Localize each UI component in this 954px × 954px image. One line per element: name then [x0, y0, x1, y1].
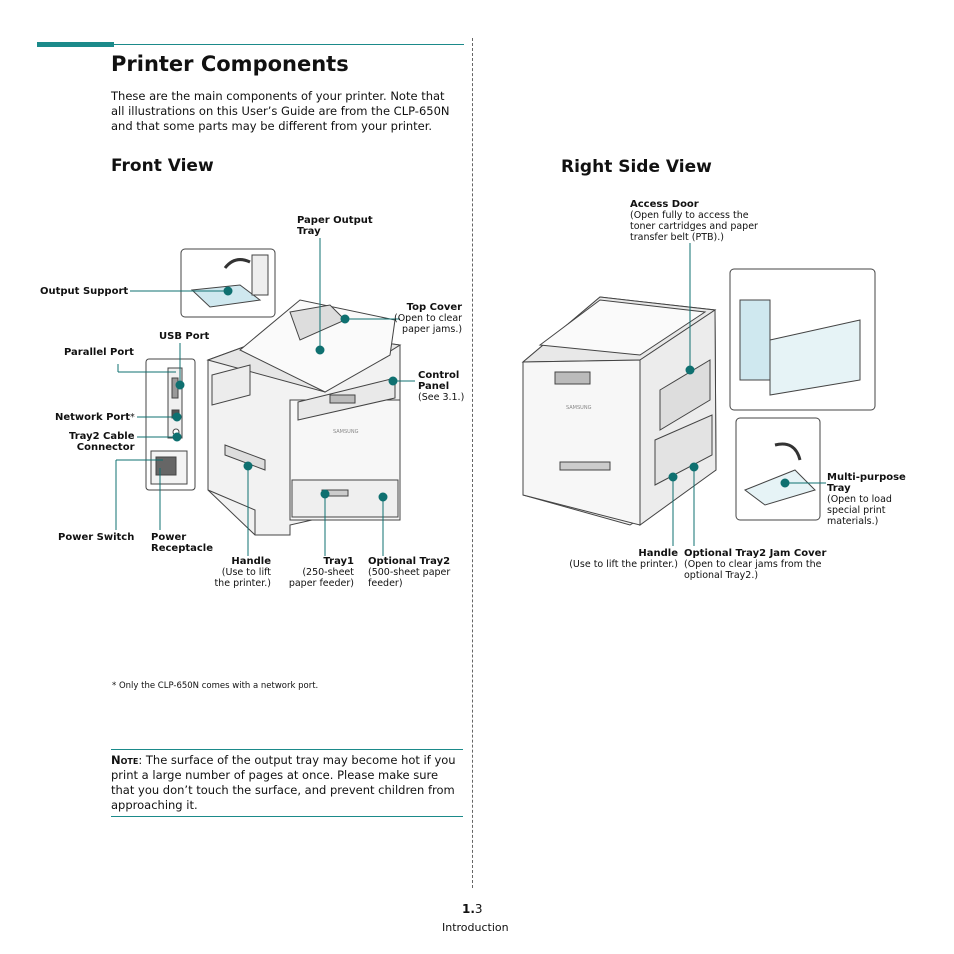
front-view-heading: Front View [111, 156, 214, 176]
front-printer-illustration [208, 300, 400, 535]
right-handle-label: Handle (Use to lift the printer.) [569, 548, 678, 570]
footnote: * Only the CLP-650N comes with a network port. [112, 681, 319, 691]
ptb-inset [730, 269, 875, 410]
power-receptacle-label: Power Receptacle [151, 532, 214, 554]
jam-cover-label: Optional Tray2 Jam Cover (Open to clear jams from the optional Tray2.) [684, 548, 827, 581]
output-support-label: Output Support [40, 286, 129, 297]
network-port-label: Network Port* [55, 412, 135, 423]
optional-tray2-label: Optional Tray2 (500-sheet paper feeder) [368, 556, 451, 589]
note-box [111, 749, 463, 817]
right-printer-illustration [523, 297, 716, 525]
output-support-inset [181, 249, 275, 317]
usb-port-label: USB Port [159, 331, 210, 342]
rear-ports-inset [146, 359, 195, 490]
front-handle-label: Handle (Use to lift the printer.) [214, 556, 271, 589]
top-cover-label: Top Cover (Open to clear paper jams.) [394, 302, 463, 335]
control-panel-label: Control Panel (See 3.1.) [418, 370, 465, 403]
intro-paragraph: These are the main components of your printer. Note that all illustrations on this User’s Guide are from the CLP-650N and that some parts may be different from your printer. [111, 89, 450, 133]
page-footer: Introduction [442, 921, 509, 934]
power-switch-label: Power Switch [58, 532, 135, 543]
front-brand-logo: SAMSUNG [333, 429, 359, 435]
multi-purpose-tray-inset [736, 418, 820, 520]
note-label: Note [111, 753, 139, 767]
parallel-port-label: Parallel Port [64, 347, 134, 358]
tray2-cable-connector-label: Tray2 Cable Connector [69, 431, 135, 453]
page-number: 1.3 [462, 902, 483, 916]
page-title: Printer Components [111, 52, 349, 76]
right-side-view-heading: Right Side View [561, 157, 712, 177]
paper-output-tray-label: Paper Output Tray [297, 215, 373, 237]
access-door-label: Access Door (Open fully to access the toner cartridges and paper transfer belt (PTB).) [630, 199, 758, 243]
tray1-label: Tray1 (250-sheet paper feeder) [288, 556, 354, 589]
right-brand-logo: SAMSUNG [566, 405, 592, 411]
note-text: : The surface of the output tray may become hot if you print a large number of pages at once. Please make sure that you don’t touch the surface, and prevent children from approaching it. [111, 753, 456, 812]
multi-purpose-tray-label: Multi-purpose Tray (Open to load special print materials.) [827, 472, 906, 527]
